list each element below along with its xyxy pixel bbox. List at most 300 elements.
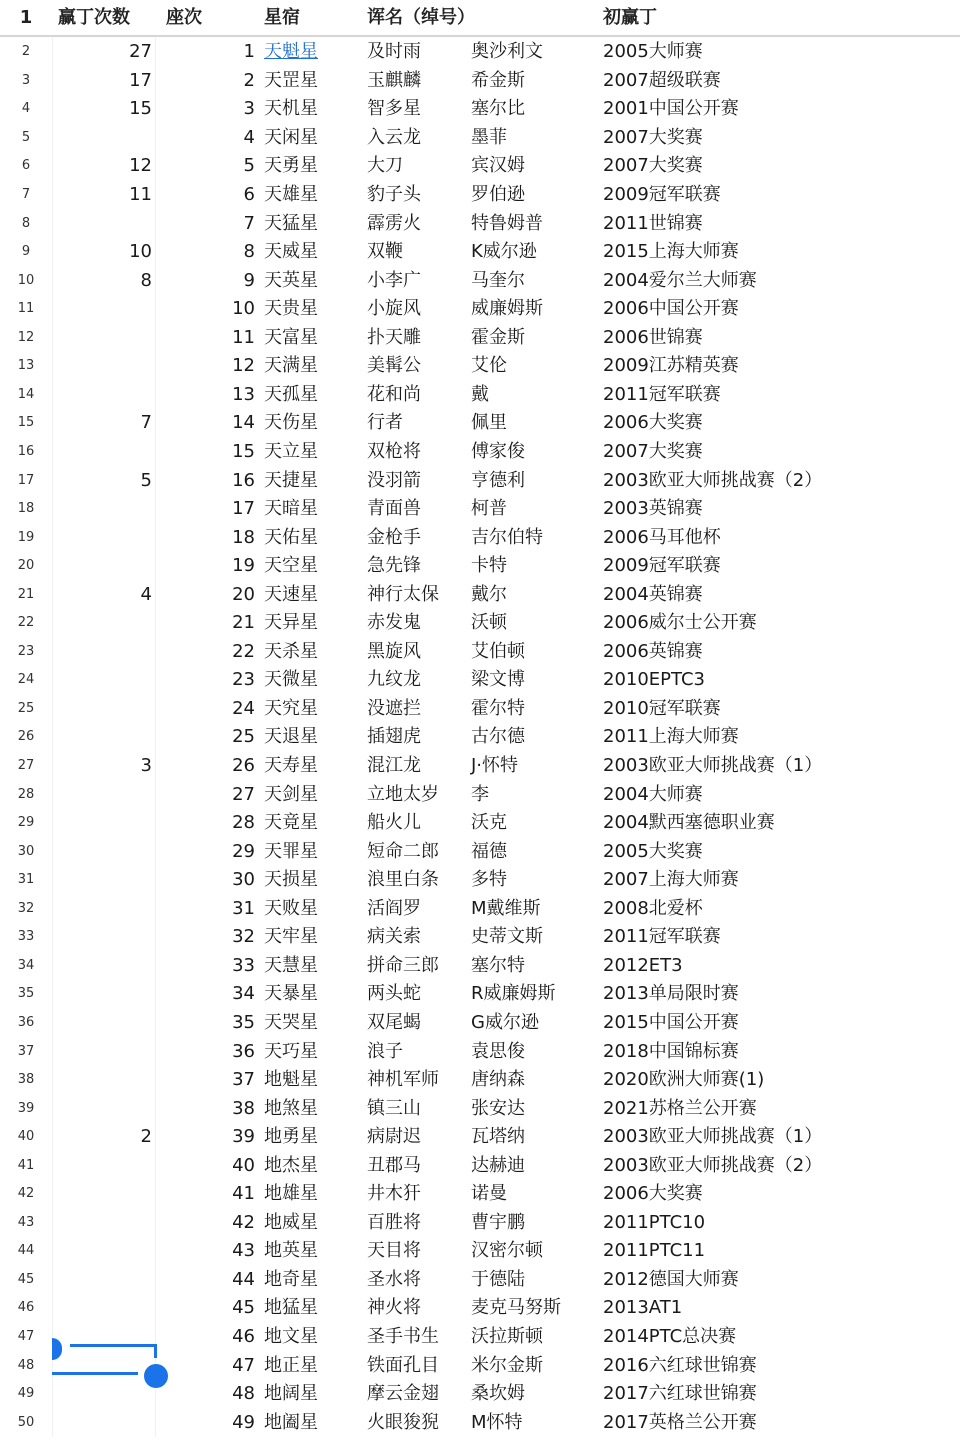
cell-player[interactable]: 曹宇鹏 xyxy=(471,1211,525,1233)
cell-first-win[interactable]: 2011PTC11 xyxy=(603,1240,706,1262)
row-number[interactable]: 4 xyxy=(21,101,31,117)
row-number[interactable]: 41 xyxy=(17,1157,35,1173)
row-number[interactable]: 44 xyxy=(17,1243,35,1259)
cell-nickname[interactable]: 铁面孔目 xyxy=(367,1354,439,1376)
cell-seat[interactable]: 39 xyxy=(232,1126,255,1148)
cell-player[interactable]: 宾汉姆 xyxy=(471,155,525,177)
cell-star[interactable]: 天贵星 xyxy=(264,298,318,320)
cell-star[interactable]: 地阖星 xyxy=(264,1411,318,1433)
cell-player[interactable]: 多特 xyxy=(471,869,507,891)
cell-first-win[interactable]: 2016六红球世锦赛 xyxy=(603,1354,757,1376)
cell-star[interactable]: 地奇星 xyxy=(264,1268,318,1290)
cell-player[interactable]: 吉尔伯特 xyxy=(471,526,543,548)
cell-star[interactable]: 地英星 xyxy=(264,1240,318,1262)
cell-seat[interactable]: 7 xyxy=(243,212,255,234)
cell-first-win[interactable]: 2003欧亚大师挑战赛（1） xyxy=(603,755,823,776)
cell-seat[interactable]: 8 xyxy=(243,241,255,263)
cell-first-win[interactable]: 2015中国公开赛 xyxy=(603,1011,739,1033)
cell-seat[interactable]: 15 xyxy=(232,440,255,462)
cell-wins[interactable]: 3 xyxy=(140,755,152,776)
cell-seat[interactable]: 6 xyxy=(243,184,255,205)
cell-first-win[interactable]: 2007大奖赛 xyxy=(603,155,703,177)
cell-first-win[interactable]: 2003欧亚大师挑战赛（2） xyxy=(603,1154,823,1176)
cell-first-win[interactable]: 2017英格兰公开赛 xyxy=(603,1411,757,1433)
cell-nickname[interactable]: 圣手书生 xyxy=(367,1326,439,1347)
cell-nickname[interactable]: 拼命三郎 xyxy=(367,954,439,976)
cell-seat[interactable]: 49 xyxy=(232,1411,255,1433)
cell-nickname[interactable]: 入云龙 xyxy=(367,126,421,148)
cell-wins[interactable]: 8 xyxy=(140,269,152,291)
cell-first-win[interactable]: 2009冠军联赛 xyxy=(603,184,721,205)
cell-player[interactable]: 亨德利 xyxy=(471,469,525,491)
cell-wins[interactable]: 4 xyxy=(140,583,152,605)
cell-star[interactable]: 地文星 xyxy=(264,1326,318,1347)
cell-nickname[interactable]: 急先锋 xyxy=(367,555,421,577)
cell-nickname[interactable]: 天目将 xyxy=(367,1240,421,1262)
cell-star[interactable]: 天巧星 xyxy=(264,1040,318,1062)
cell-first-win[interactable]: 2006世锦赛 xyxy=(603,326,703,348)
cell-star[interactable]: 天富星 xyxy=(264,326,318,348)
cell-player[interactable]: 沃克 xyxy=(471,812,507,834)
cell-star[interactable]: 天牢星 xyxy=(264,926,318,948)
row-number[interactable]: 23 xyxy=(17,643,35,659)
cell-nickname[interactable]: 扑天雕 xyxy=(367,326,421,348)
cell-star[interactable]: 天慧星 xyxy=(264,954,318,976)
cell-seat[interactable]: 36 xyxy=(232,1040,255,1062)
cell-wins[interactable]: 17 xyxy=(129,69,152,91)
row-number[interactable]: 18 xyxy=(17,501,35,517)
cell-seat[interactable]: 22 xyxy=(232,640,255,662)
row-number[interactable]: 12 xyxy=(17,329,35,345)
row-number[interactable]: 24 xyxy=(17,672,35,688)
cell-seat[interactable]: 42 xyxy=(232,1211,255,1233)
cell-seat[interactable]: 43 xyxy=(232,1240,255,1262)
cell-nickname[interactable]: 九纹龙 xyxy=(367,669,421,691)
row-number[interactable]: 49 xyxy=(17,1386,35,1402)
cell-player[interactable]: 塞尔特 xyxy=(471,954,525,976)
row-number[interactable]: 7 xyxy=(21,187,31,202)
cell-player[interactable]: 张安达 xyxy=(471,1097,525,1119)
cell-player[interactable]: M戴维斯 xyxy=(471,897,541,919)
row-number[interactable]: 46 xyxy=(17,1300,35,1316)
cell-nickname[interactable]: 豹子头 xyxy=(367,184,421,205)
cell-seat[interactable]: 25 xyxy=(232,726,255,748)
cell-nickname[interactable]: 病尉迟 xyxy=(367,1126,421,1148)
cell-wins[interactable]: 10 xyxy=(129,241,152,263)
cell-seat[interactable]: 9 xyxy=(243,269,255,291)
cell-first-win[interactable]: 2005大奖赛 xyxy=(603,840,703,862)
cell-seat[interactable]: 41 xyxy=(232,1183,255,1205)
cell-nickname[interactable]: 玉麒麟 xyxy=(367,69,421,91)
cell-star[interactable]: 地阔星 xyxy=(264,1383,318,1405)
cell-first-win[interactable]: 2004爱尔兰大师赛 xyxy=(603,269,757,291)
cell-nickname[interactable]: 金枪手 xyxy=(367,526,421,548)
header-seat[interactable]: 座次 xyxy=(166,7,202,28)
cell-seat[interactable]: 44 xyxy=(232,1268,255,1290)
cell-seat[interactable]: 17 xyxy=(232,498,255,520)
cell-seat[interactable]: 26 xyxy=(232,755,255,776)
header-first-win[interactable]: 初赢丁 xyxy=(603,7,657,28)
cell-first-win[interactable]: 2004英锦赛 xyxy=(603,583,703,605)
cell-seat[interactable]: 10 xyxy=(232,298,255,320)
cell-first-win[interactable]: 2006英锦赛 xyxy=(603,640,703,662)
cell-player[interactable]: 沃顿 xyxy=(471,612,507,634)
cell-star[interactable]: 天剑星 xyxy=(264,783,318,805)
cell-player[interactable]: 佩里 xyxy=(471,412,507,434)
cell-player[interactable]: 塞尔比 xyxy=(471,98,525,120)
cell-nickname[interactable]: 神机军师 xyxy=(367,1069,439,1091)
cell-star[interactable]: 天微星 xyxy=(264,669,318,691)
cell-player[interactable]: 史蒂文斯 xyxy=(471,926,543,948)
cell-player[interactable]: 艾伯顿 xyxy=(471,640,525,662)
row-number[interactable]: 5 xyxy=(21,129,31,145)
cell-first-win[interactable]: 2010EPTC3 xyxy=(603,669,705,691)
cell-seat[interactable]: 13 xyxy=(232,383,255,405)
cell-player[interactable]: 福德 xyxy=(471,840,507,862)
cell-first-win[interactable]: 2006威尔士公开赛 xyxy=(603,612,757,634)
cell-star[interactable]: 天寿星 xyxy=(264,755,318,776)
row-number[interactable]: 36 xyxy=(17,1014,35,1030)
cell-player[interactable]: G威尔逊 xyxy=(471,1011,539,1033)
cell-nickname[interactable]: 浪里白条 xyxy=(367,869,439,891)
header-star[interactable]: 星宿 xyxy=(264,7,300,28)
cell-wins[interactable]: 5 xyxy=(140,469,152,491)
cell-player[interactable]: 卡特 xyxy=(471,555,507,577)
cell-first-win[interactable]: 2011冠军联赛 xyxy=(603,926,721,948)
cell-nickname[interactable]: 双枪将 xyxy=(367,440,421,462)
cell-seat[interactable]: 31 xyxy=(232,897,255,919)
row-number[interactable]: 34 xyxy=(17,957,35,973)
cell-nickname[interactable]: 混江龙 xyxy=(367,755,421,776)
cell-player[interactable]: 达赫迪 xyxy=(471,1154,525,1176)
cell-first-win[interactable]: 2021苏格兰公开赛 xyxy=(603,1097,757,1119)
cell-player[interactable]: 艾伦 xyxy=(471,355,507,377)
cell-wins[interactable]: 27 xyxy=(129,41,152,63)
cell-first-win[interactable]: 2012ET3 xyxy=(603,954,683,976)
cell-seat[interactable]: 37 xyxy=(232,1069,255,1091)
cell-star[interactable]: 地威星 xyxy=(264,1211,318,1233)
cell-player[interactable]: 霍尔特 xyxy=(471,697,525,719)
cell-star[interactable]: 天伤星 xyxy=(264,412,318,434)
cell-star[interactable]: 天满星 xyxy=(264,355,318,377)
cell-first-win[interactable]: 2011世锦赛 xyxy=(603,212,703,234)
row-number[interactable]: 8 xyxy=(21,215,31,231)
cell-first-win[interactable]: 2013单局限时赛 xyxy=(603,983,739,1005)
cell-wins[interactable]: 12 xyxy=(129,155,152,177)
cell-seat[interactable]: 20 xyxy=(232,583,255,605)
cell-nickname[interactable]: 大刀 xyxy=(367,155,403,177)
cell-star[interactable]: 地猛星 xyxy=(264,1297,318,1319)
cell-player[interactable]: 霍金斯 xyxy=(471,326,525,348)
row-number[interactable]: 3 xyxy=(21,72,31,88)
row-number[interactable]: 19 xyxy=(17,529,35,545)
cell-star[interactable]: 天猛星 xyxy=(264,212,318,234)
cell-star[interactable]: 天速星 xyxy=(264,583,318,605)
cell-seat[interactable]: 47 xyxy=(232,1354,255,1376)
cell-seat[interactable]: 2 xyxy=(243,69,255,91)
cell-star[interactable]: 天威星 xyxy=(264,241,318,263)
cell-player[interactable]: 威廉姆斯 xyxy=(471,298,543,320)
selection-handle-start[interactable] xyxy=(52,1338,62,1360)
cell-player[interactable]: 罗伯逊 xyxy=(471,184,525,205)
cell-player[interactable]: 汉密尔顿 xyxy=(471,1240,543,1262)
cell-star[interactable]: 天罡星 xyxy=(264,69,318,91)
selection-handle-end[interactable] xyxy=(144,1364,168,1388)
cell-player[interactable]: 唐纳森 xyxy=(471,1069,525,1091)
cell-selection[interactable] xyxy=(52,1336,172,1392)
cell-seat[interactable]: 35 xyxy=(232,1011,255,1033)
cell-seat[interactable]: 3 xyxy=(243,98,255,120)
cell-first-win[interactable]: 2014PTC总决赛 xyxy=(603,1326,737,1347)
row-number[interactable]: 14 xyxy=(17,386,35,402)
cell-player[interactable]: 戴 xyxy=(471,383,489,405)
cell-player[interactable]: 麦克马努斯 xyxy=(471,1297,561,1319)
cell-nickname[interactable]: 行者 xyxy=(367,412,403,434)
cell-star[interactable]: 天竟星 xyxy=(264,812,318,834)
cell-nickname[interactable]: 立地太岁 xyxy=(367,783,439,805)
cell-first-win[interactable]: 2005大师赛 xyxy=(603,41,703,63)
cell-seat[interactable]: 18 xyxy=(232,526,255,548)
row-number[interactable]: 37 xyxy=(17,1043,35,1059)
row-number[interactable]: 33 xyxy=(17,929,35,945)
cell-player[interactable]: 诺曼 xyxy=(471,1183,507,1205)
cell-first-win[interactable]: 2004大师赛 xyxy=(603,783,703,805)
cell-player[interactable]: 李 xyxy=(471,783,489,805)
cell-nickname[interactable]: 镇三山 xyxy=(367,1097,421,1119)
cell-first-win[interactable]: 2007超级联赛 xyxy=(603,69,721,91)
cell-star[interactable]: 地正星 xyxy=(264,1354,318,1376)
cell-first-win[interactable]: 2004默西塞德职业赛 xyxy=(603,812,775,834)
cell-star[interactable]: 天暴星 xyxy=(264,983,318,1005)
cell-nickname[interactable]: 插翅虎 xyxy=(367,726,421,748)
row-number[interactable]: 15 xyxy=(17,415,35,431)
cell-first-win[interactable]: 2015上海大师赛 xyxy=(603,241,739,263)
cell-nickname[interactable]: 火眼狻猊 xyxy=(367,1411,439,1433)
cell-player[interactable]: J·怀特 xyxy=(471,755,519,776)
cell-first-win[interactable]: 2006大奖赛 xyxy=(603,1183,703,1205)
cell-seat[interactable]: 45 xyxy=(232,1297,255,1319)
cell-nickname[interactable]: 青面兽 xyxy=(367,498,421,520)
cell-seat[interactable]: 29 xyxy=(232,840,255,862)
cell-player[interactable]: 桑坎姆 xyxy=(471,1383,525,1405)
row-number[interactable]: 38 xyxy=(17,1072,35,1088)
cell-star[interactable]: 地魁星 xyxy=(264,1069,318,1091)
row-number[interactable]: 27 xyxy=(17,758,35,773)
row-number[interactable]: 22 xyxy=(17,615,35,631)
row-number[interactable]: 10 xyxy=(17,272,35,288)
row-number[interactable]: 30 xyxy=(17,843,35,859)
row-number[interactable]: 17 xyxy=(17,472,35,488)
cell-first-win[interactable]: 2001中国公开赛 xyxy=(603,98,739,120)
row-number[interactable]: 31 xyxy=(17,872,35,888)
row-number[interactable]: 21 xyxy=(17,586,35,602)
cell-star[interactable]: 天究星 xyxy=(264,697,318,719)
cell-seat[interactable]: 12 xyxy=(232,355,255,377)
cell-star[interactable]: 天空星 xyxy=(264,555,318,577)
cell-nickname[interactable]: 花和尚 xyxy=(367,383,421,405)
header-wins[interactable]: 赢丁次数 xyxy=(58,7,130,28)
cell-seat[interactable]: 1 xyxy=(243,41,255,63)
cell-star[interactable]: 地雄星 xyxy=(264,1183,318,1205)
cell-nickname[interactable]: 双鞭 xyxy=(367,241,403,263)
cell-first-win[interactable]: 2011PTC10 xyxy=(603,1211,706,1233)
header-name[interactable]: 诨名（绰号） xyxy=(367,7,475,28)
cell-star[interactable]: 天退星 xyxy=(264,726,318,748)
cell-seat[interactable]: 11 xyxy=(232,326,255,348)
cell-nickname[interactable]: 美髯公 xyxy=(367,355,421,377)
row-number[interactable]: 1 xyxy=(19,7,33,28)
cell-seat[interactable]: 40 xyxy=(232,1154,255,1176)
row-number[interactable]: 16 xyxy=(17,443,35,459)
cell-first-win[interactable]: 2011上海大师赛 xyxy=(603,726,739,748)
cell-nickname[interactable]: 没遮拦 xyxy=(367,697,421,719)
row-number[interactable]: 2 xyxy=(21,44,31,60)
cell-first-win[interactable]: 2008北爱杯 xyxy=(603,897,703,919)
cell-star[interactable]: 天魁星 xyxy=(264,41,318,63)
cell-first-win[interactable]: 2003欧亚大师挑战赛（2） xyxy=(603,469,823,491)
cell-star[interactable]: 地杰星 xyxy=(264,1154,318,1176)
row-number[interactable]: 50 xyxy=(17,1414,35,1430)
cell-player[interactable]: 古尔德 xyxy=(471,726,525,748)
cell-first-win[interactable]: 2006大奖赛 xyxy=(603,412,703,434)
cell-first-win[interactable]: 2007大奖赛 xyxy=(603,126,703,148)
cell-seat[interactable]: 14 xyxy=(232,412,255,434)
cell-star[interactable]: 天机星 xyxy=(264,98,318,120)
cell-player[interactable]: 傅家俊 xyxy=(471,440,525,462)
cell-player[interactable]: 梁文博 xyxy=(471,669,525,691)
row-number[interactable]: 43 xyxy=(17,1214,35,1230)
cell-star[interactable]: 天罪星 xyxy=(264,840,318,862)
cell-player[interactable]: 墨菲 xyxy=(471,126,507,148)
cell-nickname[interactable]: 短命二郎 xyxy=(367,840,439,862)
cell-player[interactable]: 马奎尔 xyxy=(471,269,525,291)
cell-seat[interactable]: 27 xyxy=(232,783,255,805)
cell-player[interactable]: 沃拉斯顿 xyxy=(471,1326,543,1347)
cell-nickname[interactable]: 井木犴 xyxy=(367,1183,421,1205)
cell-star[interactable]: 天孤星 xyxy=(264,383,318,405)
cell-first-win[interactable]: 2003英锦赛 xyxy=(603,498,703,520)
cell-star[interactable]: 天雄星 xyxy=(264,184,318,205)
row-number[interactable]: 40 xyxy=(17,1129,35,1145)
cell-wins[interactable]: 7 xyxy=(140,412,152,434)
cell-seat[interactable]: 30 xyxy=(232,869,255,891)
cell-first-win[interactable]: 2006中国公开赛 xyxy=(603,298,739,320)
cell-nickname[interactable]: 智多星 xyxy=(367,98,421,120)
cell-player[interactable]: 柯普 xyxy=(471,498,507,520)
cell-star[interactable]: 天捷星 xyxy=(264,469,318,491)
cell-nickname[interactable]: 没羽箭 xyxy=(367,469,421,491)
cell-player[interactable]: 戴尔 xyxy=(471,583,507,605)
cell-star[interactable]: 天闲星 xyxy=(264,126,318,148)
cell-first-win[interactable]: 2017六红球世锦赛 xyxy=(603,1383,757,1405)
cell-seat[interactable]: 19 xyxy=(232,555,255,577)
cell-nickname[interactable]: 圣水将 xyxy=(367,1268,421,1290)
cell-first-win[interactable]: 2020欧洲大师赛(1) xyxy=(603,1069,765,1091)
cell-seat[interactable]: 16 xyxy=(232,469,255,491)
cell-nickname[interactable]: 黑旋风 xyxy=(367,640,421,662)
cell-seat[interactable]: 24 xyxy=(232,697,255,719)
cell-seat[interactable]: 34 xyxy=(232,983,255,1005)
cell-nickname[interactable]: 霹雳火 xyxy=(367,212,421,234)
cell-player[interactable]: 特鲁姆普 xyxy=(471,212,543,234)
row-number[interactable]: 6 xyxy=(21,158,31,174)
cell-first-win[interactable]: 2007上海大师赛 xyxy=(603,869,739,891)
cell-star[interactable]: 天杀星 xyxy=(264,640,318,662)
cell-nickname[interactable]: 神行太保 xyxy=(367,583,439,605)
cell-nickname[interactable]: 小李广 xyxy=(367,269,421,291)
row-number[interactable]: 20 xyxy=(17,558,35,574)
cell-seat[interactable]: 28 xyxy=(232,812,255,834)
cell-wins[interactable]: 2 xyxy=(140,1126,152,1148)
cell-seat[interactable]: 4 xyxy=(243,126,255,148)
cell-nickname[interactable]: 活阎罗 xyxy=(367,897,421,919)
cell-star[interactable]: 天哭星 xyxy=(264,1011,318,1033)
cell-first-win[interactable]: 2006马耳他杯 xyxy=(603,526,721,548)
cell-nickname[interactable]: 赤发鬼 xyxy=(367,612,421,634)
cell-star[interactable]: 天立星 xyxy=(264,440,318,462)
row-number[interactable]: 42 xyxy=(17,1186,35,1202)
cell-nickname[interactable]: 丑郡马 xyxy=(367,1154,421,1176)
cell-nickname[interactable]: 神火将 xyxy=(367,1297,421,1319)
cell-nickname[interactable]: 两头蛇 xyxy=(367,983,421,1005)
cell-player[interactable]: 米尔金斯 xyxy=(471,1354,543,1376)
row-number[interactable]: 26 xyxy=(17,729,35,745)
cell-first-win[interactable]: 2018中国锦标赛 xyxy=(603,1040,739,1062)
cell-player[interactable]: 袁思俊 xyxy=(471,1040,525,1062)
cell-first-win[interactable]: 2012德国大师赛 xyxy=(603,1268,739,1290)
cell-star[interactable]: 地勇星 xyxy=(264,1126,318,1148)
row-number[interactable]: 28 xyxy=(17,786,35,802)
cell-first-win[interactable]: 2007大奖赛 xyxy=(603,440,703,462)
row-number[interactable]: 13 xyxy=(17,358,35,374)
cell-nickname[interactable]: 船火儿 xyxy=(367,812,421,834)
row-number[interactable]: 9 xyxy=(21,244,31,260)
cell-nickname[interactable]: 及时雨 xyxy=(367,41,421,63)
cell-star[interactable]: 天异星 xyxy=(264,612,318,634)
row-number[interactable]: 45 xyxy=(17,1271,35,1287)
cell-first-win[interactable]: 2011冠军联赛 xyxy=(603,383,721,405)
cell-player[interactable]: 希金斯 xyxy=(471,69,525,91)
row-number[interactable]: 32 xyxy=(17,900,35,916)
cell-star[interactable]: 地煞星 xyxy=(264,1097,318,1119)
cell-nickname[interactable]: 病关索 xyxy=(367,926,421,948)
cell-star[interactable]: 天英星 xyxy=(264,269,318,291)
cell-first-win[interactable]: 2009冠军联赛 xyxy=(603,555,721,577)
row-number[interactable]: 39 xyxy=(17,1100,35,1116)
cell-seat[interactable]: 48 xyxy=(232,1383,255,1405)
cell-first-win[interactable]: 2003欧亚大师挑战赛（1） xyxy=(603,1126,823,1148)
cell-star[interactable]: 天暗星 xyxy=(264,498,318,520)
row-number[interactable]: 35 xyxy=(17,986,35,1002)
cell-nickname[interactable]: 双尾蝎 xyxy=(367,1011,421,1033)
cell-star[interactable]: 天勇星 xyxy=(264,155,318,177)
cell-player[interactable]: 瓦塔纳 xyxy=(471,1126,525,1148)
cell-nickname[interactable]: 摩云金翅 xyxy=(367,1383,439,1405)
row-number[interactable]: 29 xyxy=(17,815,35,831)
cell-seat[interactable]: 33 xyxy=(232,954,255,976)
row-number[interactable]: 25 xyxy=(17,700,35,716)
cell-player[interactable]: 于德陆 xyxy=(471,1268,525,1290)
cell-seat[interactable]: 32 xyxy=(232,926,255,948)
cell-star[interactable]: 天败星 xyxy=(264,897,318,919)
cell-nickname[interactable]: 浪子 xyxy=(367,1040,403,1062)
cell-player[interactable]: 奥沙利文 xyxy=(471,41,543,63)
row-number[interactable]: 47 xyxy=(17,1329,35,1344)
cell-nickname[interactable]: 百胜将 xyxy=(367,1211,421,1233)
cell-seat[interactable]: 38 xyxy=(232,1097,255,1119)
cell-star[interactable]: 天损星 xyxy=(264,869,318,891)
row-number[interactable]: 11 xyxy=(17,301,35,317)
